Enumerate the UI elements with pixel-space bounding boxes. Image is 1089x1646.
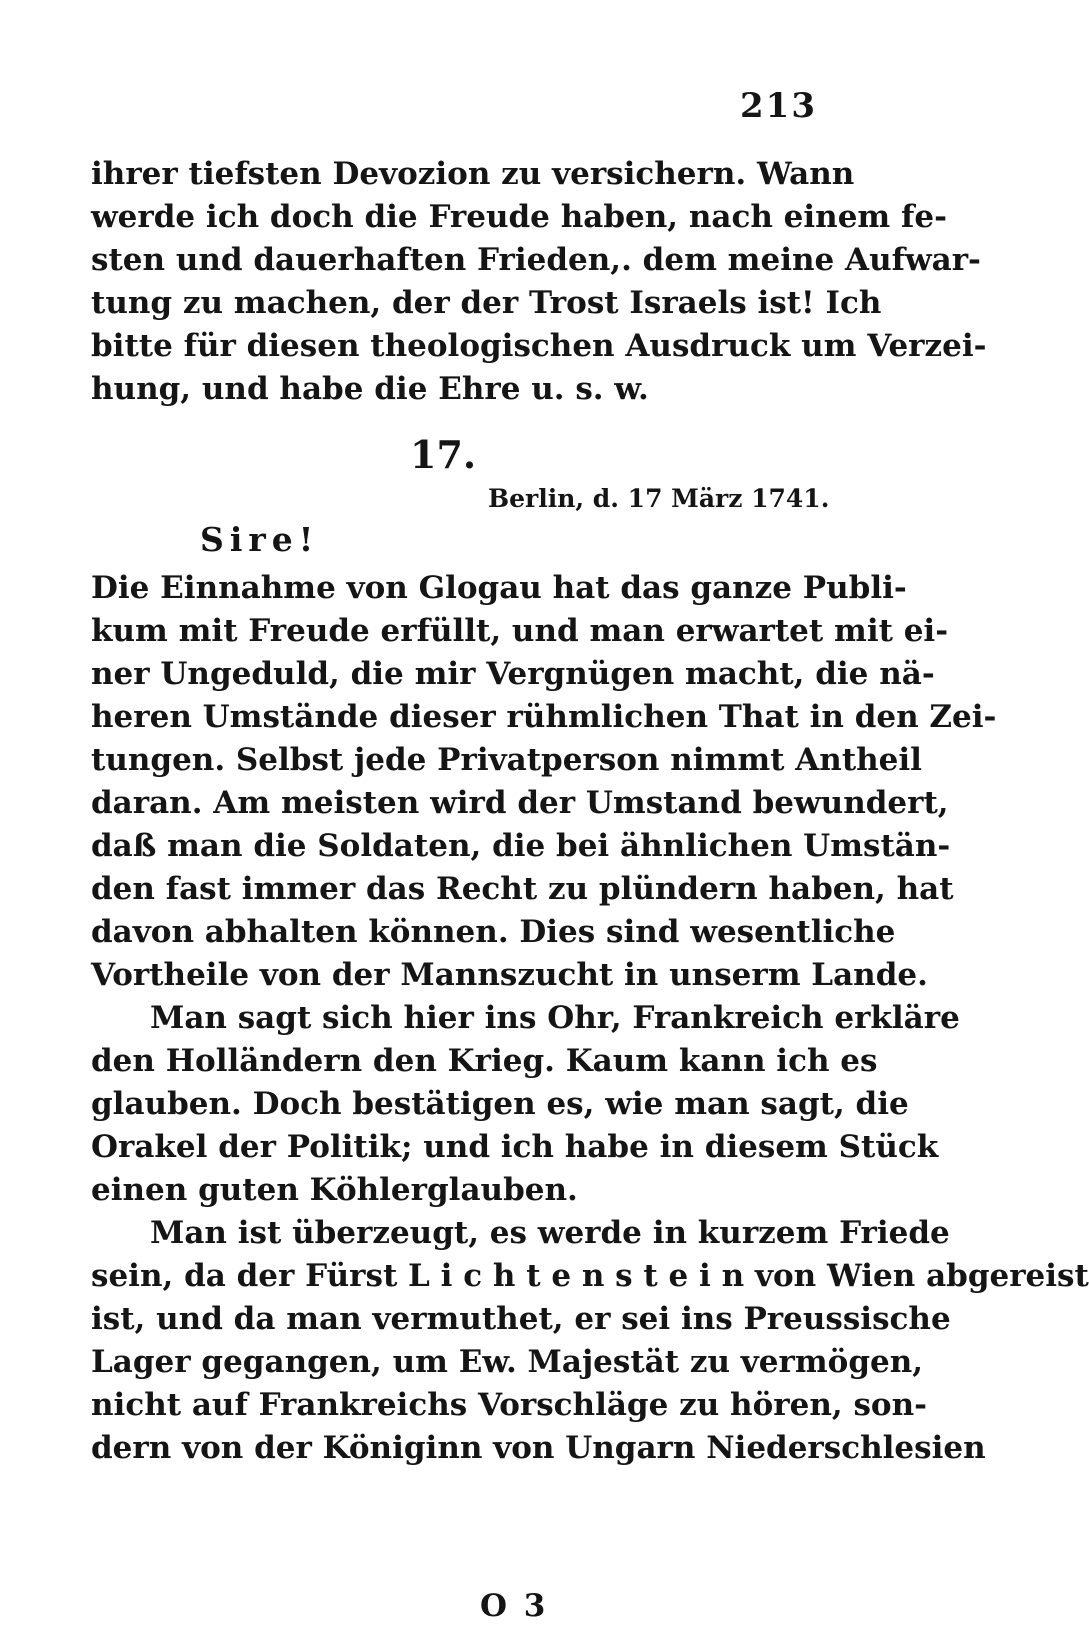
place-date: Berlin, d. 17 März 1741. [488,484,830,513]
text-line: Die Einnahme von Glogau hat das ganze Publi- [91,570,907,606]
text-line: Man ist überzeugt, es werde in kurzem Friede [150,1215,950,1251]
text-line: sein, da der Fürst L i c h t e n s t e i n von Wien abgereist [91,1258,1089,1294]
letter-number: 17. [410,432,477,477]
text-line: den fast immer das Recht zu plündern haben, hat [91,871,954,907]
text-line: einen guten Köhlerglauben. [91,1172,578,1208]
text-line: nicht auf Frankreichs Vorschläge zu hören, son- [91,1387,927,1423]
text-line: Orakel der Politik; und ich habe in diesem Stück [91,1129,939,1165]
text-line: werde ich doch die Freude haben, nach einem fe- [91,199,947,235]
text-line: Lager gegangen, um Ew. Majestät zu vermögen, [91,1344,924,1380]
text-line: Man sagt sich hier ins Ohr, Frankreich erkläre [150,1000,960,1036]
text-line: ihrer tiefsten Devozion zu versichern. Wann [91,156,855,192]
text-line: kum mit Freude erfüllt, und man erwartet mit ei- [91,613,949,649]
text-line: glauben. Doch bestätigen es, wie man sagt, die [91,1086,909,1122]
text-line: heren Umstände dieser rühmlichen That in den Zei- [91,699,997,735]
salutation: Sire! [200,520,320,559]
text-line: Vortheile von der Mannszucht in unserm Lande. [91,957,928,993]
text-line: ner Ungeduld, die mir Vergnügen macht, die nä- [91,656,935,692]
text-line: den Holländern den Krieg. Kaum kann ich es [91,1043,878,1079]
text-line: tungen. Selbst jede Privatperson nimmt Antheil [91,742,922,778]
text-line: hung, und habe die Ehre u. s. w. [91,371,649,407]
text-line: ist, und da man vermuthet, er sei ins Preussische [91,1301,951,1337]
text-line: bitte für diesen theologischen Ausdruck um Verzei- [91,328,987,364]
text-line: tung zu machen, der der Trost Israels ist! Ich [91,285,882,321]
text-line: daß man die Soldaten, die bei ähnlichen Umstän- [91,828,951,864]
text-line: daran. Am meisten wird der Umstand bewundert, [91,785,949,821]
text-line: dern von der Königinn von Ungarn Niederschlesien [91,1430,986,1466]
text-line: sten und dauerhaften Frieden,. dem meine Aufwar- [91,242,981,278]
page-number: 213 [740,86,817,126]
text-line: davon abhalten können. Dies sind wesentliche [91,914,896,950]
signature-mark: O 3 [480,1588,549,1624]
